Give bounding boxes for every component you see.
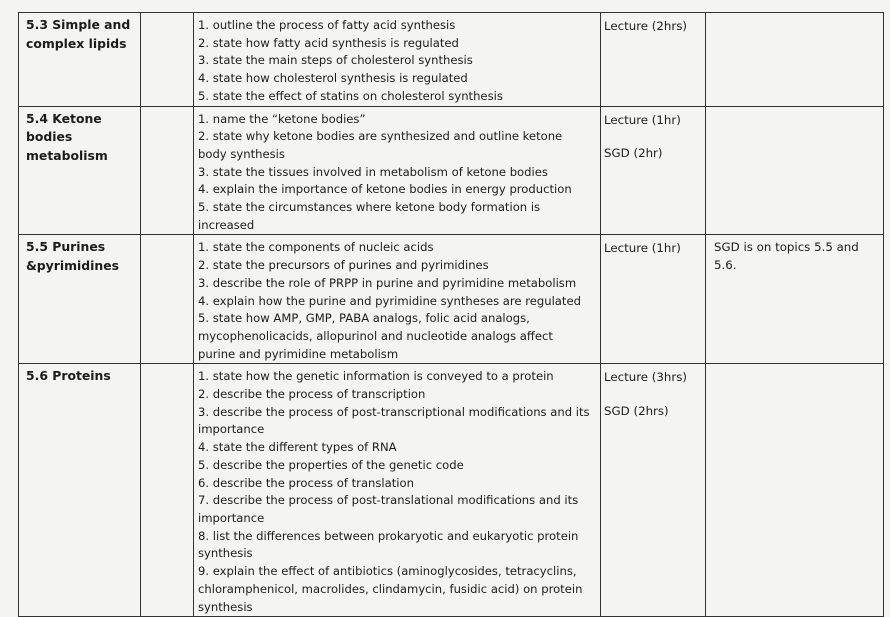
objective-line: 3. describe the role of PRPP in purine and pyrimidine metabolism: [198, 275, 577, 290]
objective-line: 8. list the differences between prokaryotic and eukaryotic protein: [198, 528, 579, 543]
teaching-method-cell: [601, 364, 706, 617]
objective-line: chloramphenicol, macrolides, clindamycin, fusidic acid) on protein: [198, 581, 583, 596]
objective-line: 1. state how the genetic information is conveyed to a protein: [198, 369, 554, 384]
objective-line: 4. explain how the purine and pyrimidine syntheses are regulated: [198, 293, 581, 308]
empty-cell: [141, 235, 194, 364]
topic-cell: 5.3 Simple and complex lipids: [19, 13, 141, 107]
objective-line: synthesis: [198, 599, 253, 614]
curriculum-table: [18, 12, 884, 617]
objective-line: 3. state the tissues involved in metabolism of ketone bodies: [198, 164, 548, 179]
objective-line: 5. state how AMP, GMP, PABA analogs, folic acid analogs,: [198, 311, 530, 326]
objectives-cell: [194, 235, 601, 364]
topic-cell: 5.4 Ketone bodies metabolism: [19, 106, 141, 235]
objective-line: mycophenolicacids, allopurinol and nucleotide analogs affect: [198, 328, 553, 343]
table-row: [19, 106, 884, 235]
teaching-method: Lecture (3hrs): [604, 370, 687, 385]
objective-line: 4. state the different types of RNA: [198, 440, 397, 455]
table-row: [19, 13, 884, 107]
objective-line: 5. state the circumstances where ketone body formation is: [198, 200, 541, 215]
objectives-cell: [194, 106, 601, 235]
objective-line: increased: [198, 217, 255, 232]
objective-line: purine and pyrimidine metabolism: [198, 346, 399, 361]
objectives-cell: [194, 13, 601, 107]
objective-line: 2. state why ketone bodies are synthesized and outline ketone: [198, 129, 563, 144]
remarks-cell: [706, 13, 884, 107]
objective-line: 2. state how fatty acid synthesis is regulated: [198, 35, 459, 50]
teaching-method: SGD (2hr): [604, 146, 663, 161]
teaching-method-cell: [601, 13, 706, 107]
objective-line: 5. state the effect of statins on cholesterol synthesis: [198, 88, 503, 103]
objective-line: 4. state how cholesterol synthesis is regulated: [198, 71, 468, 86]
objective-line: 1. outline the process of fatty acid synthesis: [198, 18, 456, 32]
objective-line: 3. state the main steps of cholesterol synthesis: [198, 53, 473, 68]
objective-line: body synthesis: [198, 146, 285, 161]
teaching-method: Lecture (1hr): [604, 241, 681, 256]
objective-line: 2. state the precursors of purines and pyrimidines: [198, 258, 489, 273]
table-row: [19, 364, 884, 617]
empty-cell: [141, 364, 194, 617]
topic-cell: 5.6 Proteins: [19, 364, 141, 617]
remarks-cell: [706, 106, 884, 235]
objective-line: 3. describe the process of post-transcriptional modifications and its: [198, 404, 590, 419]
teaching-method: Lecture (1hr): [604, 112, 681, 127]
objective-line: synthesis: [198, 546, 253, 561]
remarks-cell: [706, 364, 884, 617]
objective-line: 1. state the components of nucleic acids: [198, 240, 434, 255]
teaching-method: SGD (2hrs): [604, 404, 669, 419]
objective-line: 6. describe the process of translation: [198, 475, 414, 490]
objective-line: 4. explain the importance of ketone bodies in energy production: [198, 182, 572, 197]
remarks-cell: SGD is on topics 5.5 and 5.6.: [706, 235, 884, 364]
objective-line: 7. describe the process of post-translational modifications and its: [198, 493, 579, 508]
topic-cell: 5.5 Purines &pyrimidines: [19, 235, 141, 364]
objective-line: importance: [198, 422, 265, 437]
empty-cell: [141, 13, 194, 107]
empty-cell: [141, 106, 194, 235]
objectives-cell: [194, 364, 601, 617]
table-row: [19, 235, 884, 364]
objective-line: 2. describe the process of transcription: [198, 387, 426, 402]
objective-line: 1. name the “ketone bodies”: [198, 111, 366, 126]
objective-line: 9. explain the effect of antibiotics (aminoglycosides, tetracyclins,: [198, 564, 577, 579]
teaching-method-cell: [601, 106, 706, 235]
objective-line: importance: [198, 510, 265, 525]
objective-line: 5. describe the properties of the genetic code: [198, 457, 464, 472]
teaching-method: Lecture (2hrs): [604, 19, 687, 33]
teaching-method-cell: [601, 235, 706, 364]
